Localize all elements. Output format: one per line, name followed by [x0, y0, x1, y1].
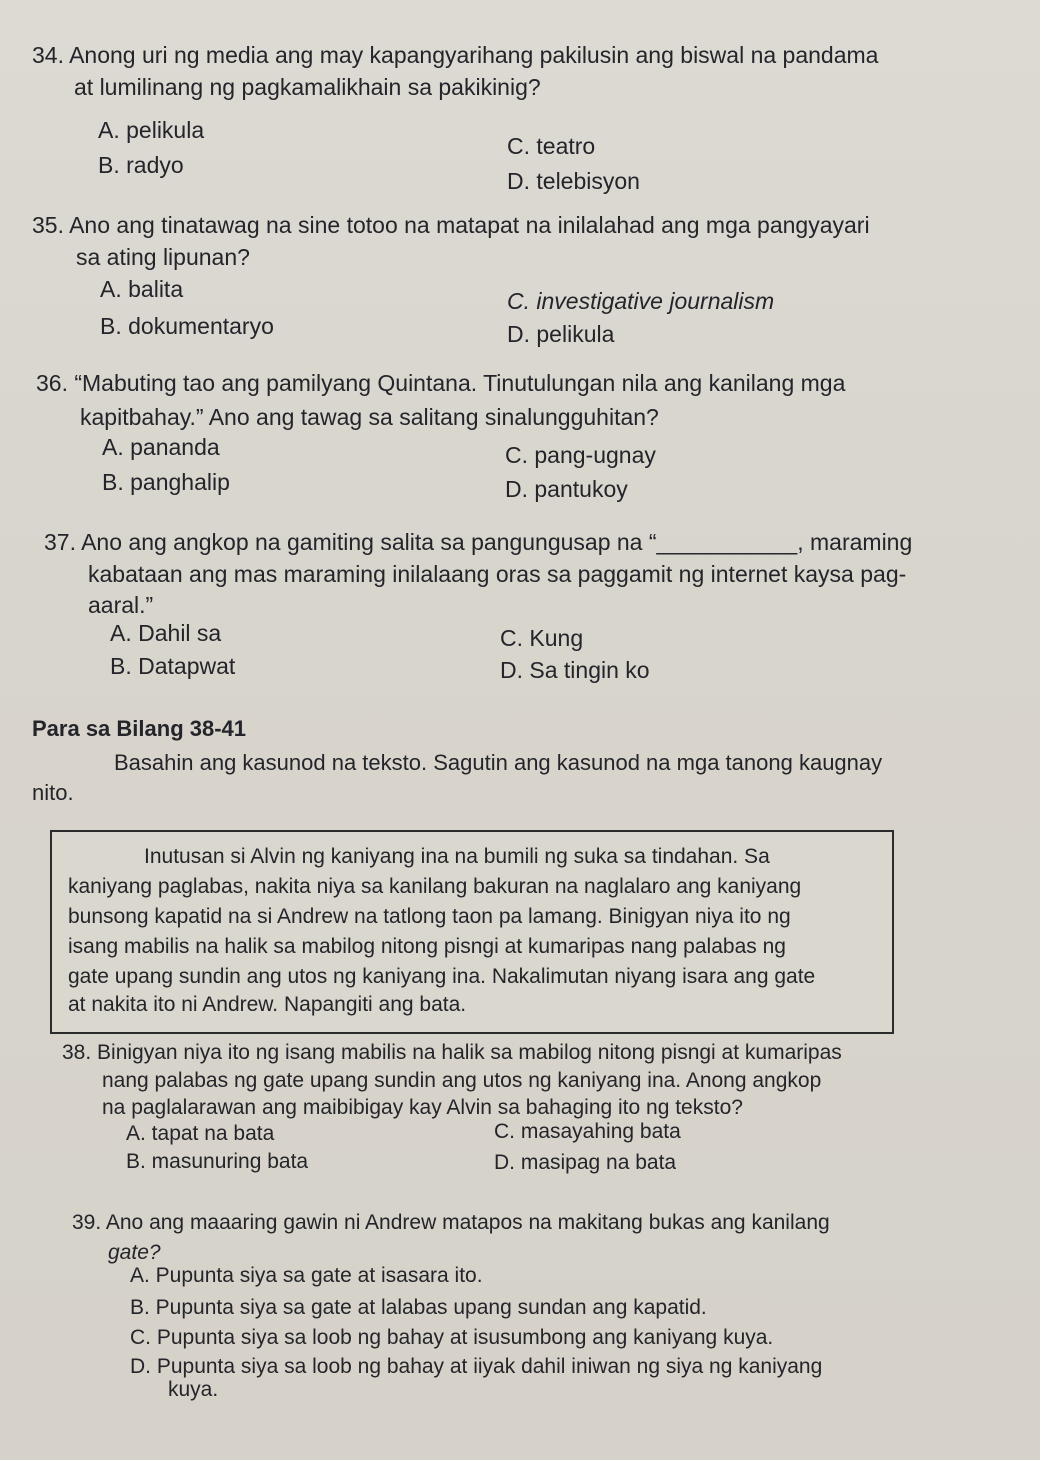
- section-heading: Para sa Bilang 38-41: [32, 716, 247, 741]
- q34-stem-line1: 34. Anong uri ng media ang may kapangyarihang pakilusin ang biswal na pandama: [32, 42, 879, 68]
- q36-stem-line1: 36. “Mabuting tao ang pamilyang Quintana. Tinutulungan nila ang kanilang mga: [36, 370, 846, 396]
- q35-option-c: C. investigative journalism: [507, 288, 775, 314]
- q37-stem-line3: aaral.”: [88, 592, 154, 618]
- section-instruction-line1: Basahin ang kasunod na teksto. Sagutin ang kasunod na mga tanong kaugnay: [114, 750, 883, 775]
- q39-option-c: C. Pupunta siya sa loob ng bahay at isusumbong ang kaniyang kuya.: [130, 1326, 774, 1349]
- q35-option-a: A. balita: [100, 276, 184, 302]
- q38-stem-line1: 38. Binigyan niya ito ng isang mabilis na halik sa mabilog nitong pisngi at kumaripas: [62, 1041, 842, 1064]
- q36-option-c: C. pang-ugnay: [505, 442, 656, 468]
- q39-option-d-line2: kuya.: [168, 1378, 219, 1401]
- q37-option-d: D. Sa tingin ko: [500, 657, 650, 683]
- passage-line1: Inutusan si Alvin ng kaniyang ina na bumili ng suka sa tindahan. Sa: [144, 845, 770, 868]
- q36-option-a: A. pananda: [102, 434, 220, 460]
- q39-stem-line1: 39. Ano ang maaaring gawin ni Andrew matapos na makitang bukas ang kanilang: [72, 1211, 830, 1234]
- q37-stem-line1: 37. Ano ang angkop na gamiting salita sa pangungusap na “___________, maraming: [44, 529, 913, 555]
- passage-box: [50, 830, 894, 1034]
- q35-option-d: D. pelikula: [507, 321, 615, 347]
- q39-option-a: A. Pupunta siya sa gate at isasara ito.: [130, 1264, 483, 1287]
- q39-stem-line2: gate?: [108, 1241, 161, 1264]
- q35-stem-line2: sa ating lipunan?: [76, 244, 250, 270]
- q35-stem-line1: 35. Ano ang tinatawag na sine totoo na matapat na inilalahad ang mga pangyayari: [32, 212, 870, 238]
- q39-option-b: B. Pupunta siya sa gate at lalabas upang sundan ang kapatid.: [130, 1296, 707, 1319]
- passage-line3: bunsong kapatid na si Andrew na tatlong taon pa lamang. Binigyan niya ito ng: [68, 905, 791, 928]
- passage-line4: isang mabilis na halik sa mabilog nitong pisngi at kumaripas nang palabas ng: [68, 935, 786, 958]
- q35-option-b: B. dokumentaryo: [100, 313, 274, 339]
- q38-option-a: A. tapat na bata: [126, 1122, 275, 1145]
- passage-line2: kaniyang paglabas, nakita niya sa kanilang bakuran na naglalaro ang kaniyang: [68, 875, 802, 898]
- q38-stem-line2: nang palabas ng gate upang sundin ang utos ng kaniyang ina. Anong angkop: [102, 1069, 822, 1092]
- q38-option-d: D. masipag na bata: [494, 1151, 677, 1174]
- q36-option-b: B. panghalip: [102, 469, 230, 495]
- q39-option-d-line1: D. Pupunta siya sa loob ng bahay at iiyak dahil iniwan ng siya ng kaniyang: [130, 1355, 823, 1378]
- q37-option-a: A. Dahil sa: [110, 620, 222, 646]
- q34-stem-line2: at lumilinang ng pagkamalikhain sa pakikinig?: [74, 74, 541, 100]
- passage-line6: at nakita ito ni Andrew. Napangiti ang bata.: [68, 993, 467, 1016]
- section-instruction-line2: nito.: [32, 780, 74, 805]
- passage-line5: gate upang sundin ang utos ng kaniyang ina. Nakalimutan niyang isara ang gate: [68, 965, 816, 988]
- q34-option-d: D. telebisyon: [507, 168, 640, 194]
- q38-option-b: B. masunuring bata: [126, 1150, 309, 1173]
- q38-stem-line3: na paglalarawan ang maibibigay kay Alvin sa bahaging ito ng teksto?: [102, 1096, 743, 1119]
- q37-option-c: C. Kung: [500, 625, 584, 651]
- q37-option-b: B. Datapwat: [110, 653, 236, 679]
- q38-option-c: C. masayahing bata: [494, 1120, 681, 1143]
- q36-stem-line2: kapitbahay.” Ano ang tawag sa salitang sinalungguhitan?: [80, 404, 659, 430]
- q34-option-a: A. pelikula: [98, 117, 205, 143]
- q37-stem-line2: kabataan ang mas maraming inilalaang oras sa paggamit ng internet kaysa pag-: [88, 561, 907, 587]
- q34-option-c: C. teatro: [507, 133, 596, 159]
- q36-option-d: D. pantukoy: [505, 476, 628, 502]
- q34-option-b: B. radyo: [98, 152, 184, 178]
